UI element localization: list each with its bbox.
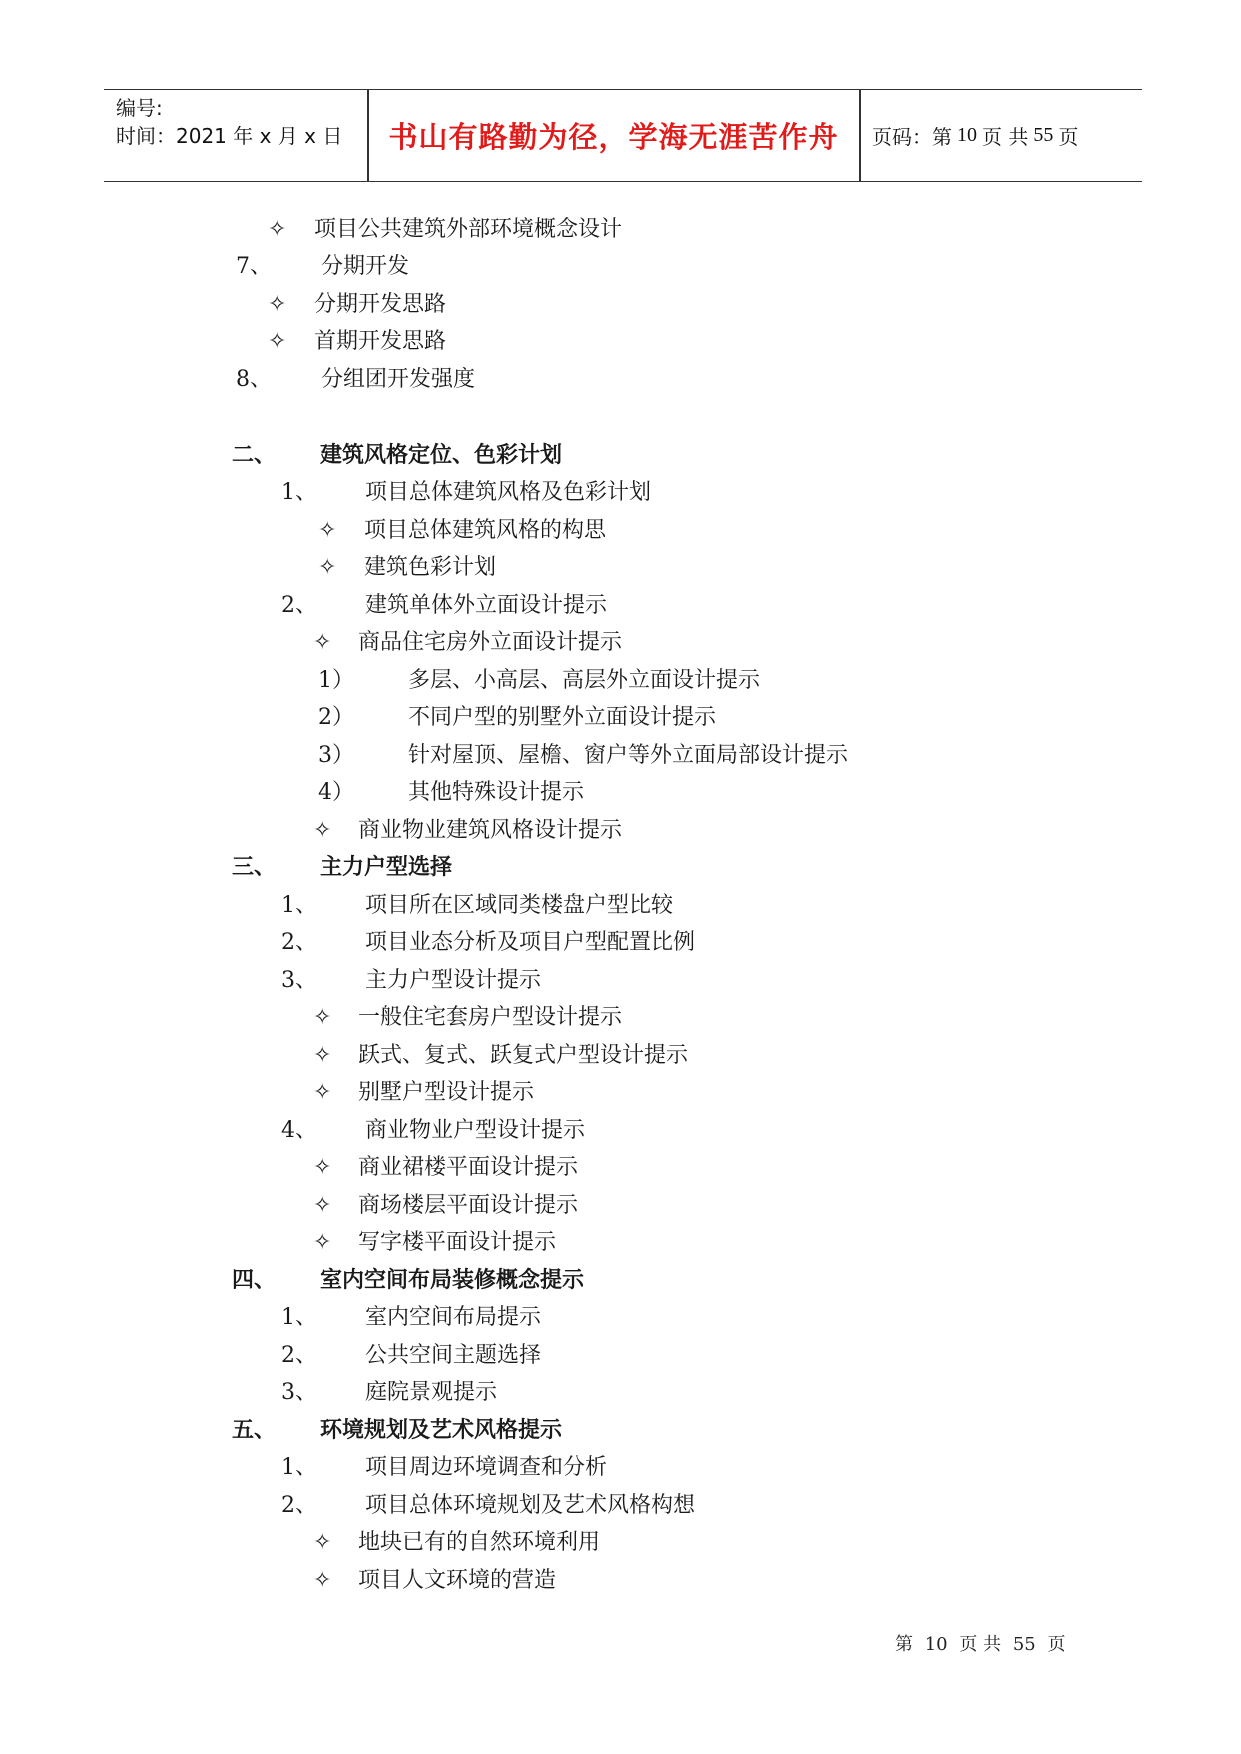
footer-suffix: 页 [1047, 1634, 1066, 1655]
outline-item-text: 商业裙楼平面设计提示 [358, 1155, 579, 1180]
page-total: 55 [1033, 124, 1054, 146]
section-number: 三、 [232, 855, 277, 880]
bullet-diamond-icon: ✧ [313, 630, 332, 655]
outline-number: 3、 [281, 1380, 317, 1405]
bullet-diamond-icon: ✧ [268, 217, 287, 242]
bullet-diamond-icon: ✧ [313, 1568, 332, 1593]
outline-item-text: 项目总体环境规划及艺术风格构想 [365, 1493, 696, 1518]
outline-number: 1、 [281, 893, 317, 918]
bullet-diamond-icon: ✧ [318, 555, 337, 580]
outline-number: 1） [318, 668, 354, 693]
page-suffix: 页 [1058, 125, 1079, 149]
outline-number: 3） [318, 743, 354, 768]
outline-item-text: 别墅户型设计提示 [358, 1080, 535, 1105]
bullet-diamond-icon: ✧ [313, 1080, 332, 1105]
outline-number: 7、 [236, 254, 272, 279]
outline-number: 1、 [281, 1455, 317, 1480]
page-prefix: 页码：第 [872, 125, 952, 149]
header-divider [859, 90, 861, 181]
bullet-diamond-icon: ✧ [313, 1043, 332, 1068]
footer-page-total: 55 [1012, 1634, 1036, 1655]
outline-item-text: 其他特殊设计提示 [408, 780, 585, 805]
outline-item-text: 项目公共建筑外部环境概念设计 [314, 217, 623, 242]
outline-item-text: 写字楼平面设计提示 [358, 1230, 557, 1255]
outline-item-text: 分组团开发强度 [321, 367, 476, 392]
outline-item-text: 分期开发 [321, 254, 410, 279]
footer-prefix: 第 [895, 1634, 913, 1655]
section-title: 室内空间布局装修概念提示 [320, 1268, 585, 1293]
outline-item-text: 项目人文环境的营造 [358, 1568, 557, 1593]
bullet-diamond-icon: ✧ [313, 1530, 332, 1555]
outline-number: 2、 [281, 930, 317, 955]
section-number: 二、 [232, 443, 277, 468]
outline-number: 2） [318, 705, 354, 730]
outline-item-text: 庭院景观提示 [365, 1380, 498, 1405]
outline-item-text: 地块已有的自然环境利用 [358, 1530, 601, 1555]
outline-number: 2、 [281, 1493, 317, 1518]
outline-number: 4、 [281, 1118, 317, 1143]
bullet-diamond-icon: ✧ [268, 329, 287, 354]
outline-item-text: 一般住宅套房户型设计提示 [358, 1005, 623, 1030]
outline-item-text: 建筑单体外立面设计提示 [365, 593, 608, 618]
page-mid: 页 共 [982, 125, 1029, 149]
outline-item-text: 首期开发思路 [314, 329, 447, 354]
section-number: 五、 [232, 1418, 277, 1443]
page-footer [895, 1630, 1071, 1656]
outline-number: 1、 [281, 480, 317, 505]
header-motto: 书山有路勤为径，学海无涯苦作舟 [388, 120, 839, 154]
date-label: 时间：2021 年 x 月 x 日 [116, 124, 343, 148]
outline-item-text: 建筑色彩计划 [364, 555, 497, 580]
outline-item-text: 针对屋顶、屋檐、窗户等外立面局部设计提示 [408, 743, 849, 768]
outline-number: 2、 [281, 593, 317, 618]
outline-item-text: 室内空间布局提示 [365, 1305, 542, 1330]
outline-item-text: 分期开发思路 [314, 292, 447, 317]
outline-item-text: 多层、小高层、高层外立面设计提示 [408, 668, 761, 693]
outline-item-text: 商业物业建筑风格设计提示 [358, 818, 623, 843]
outline-item-text: 商场楼层平面设计提示 [358, 1193, 579, 1218]
outline-item-text: 公共空间主题选择 [365, 1343, 542, 1368]
outline-item-text: 项目业态分析及项目户型配置比例 [365, 930, 696, 955]
section-title: 主力户型选择 [320, 855, 453, 880]
outline-item-text: 项目所在区域同类楼盘户型比较 [365, 893, 674, 918]
page-header [104, 89, 1142, 182]
outline-item-text: 跃式、复式、跃复式户型设计提示 [358, 1043, 689, 1068]
outline-item-text: 项目总体建筑风格及色彩计划 [365, 480, 652, 505]
page-number: 10 [957, 124, 977, 146]
outline-item-text: 项目周边环境调查和分析 [365, 1455, 608, 1480]
section-title: 环境规划及艺术风格提示 [320, 1418, 563, 1443]
section-number: 四、 [232, 1268, 277, 1293]
bullet-diamond-icon: ✧ [313, 1193, 332, 1218]
outline-number: 3、 [281, 968, 317, 993]
outline-item-text: 商品住宅房外立面设计提示 [358, 630, 623, 655]
bullet-diamond-icon: ✧ [313, 1005, 332, 1030]
header-page-info [872, 90, 1078, 181]
serial-label: 编号: [116, 96, 163, 120]
section-title: 建筑风格定位、色彩计划 [320, 443, 563, 468]
bullet-diamond-icon: ✧ [313, 818, 332, 843]
bullet-diamond-icon: ✧ [313, 1230, 332, 1255]
outline-item-text: 不同户型的别墅外立面设计提示 [408, 705, 717, 730]
bullet-diamond-icon: ✧ [318, 518, 337, 543]
outline-item-text: 主力户型设计提示 [365, 968, 542, 993]
footer-page-number: 10 [924, 1634, 948, 1655]
footer-mid: 页 共 [959, 1634, 1002, 1655]
outline-item-text: 商业物业户型设计提示 [365, 1118, 586, 1143]
outline-number: 4） [318, 780, 354, 805]
bullet-diamond-icon: ✧ [313, 1155, 332, 1180]
outline-number: 2、 [281, 1343, 317, 1368]
bullet-diamond-icon: ✧ [268, 292, 287, 317]
outline-item-text: 项目总体建筑风格的构思 [364, 518, 607, 543]
header-meta [116, 94, 342, 150]
outline-number: 8、 [236, 367, 272, 392]
outline-number: 1、 [281, 1305, 317, 1330]
